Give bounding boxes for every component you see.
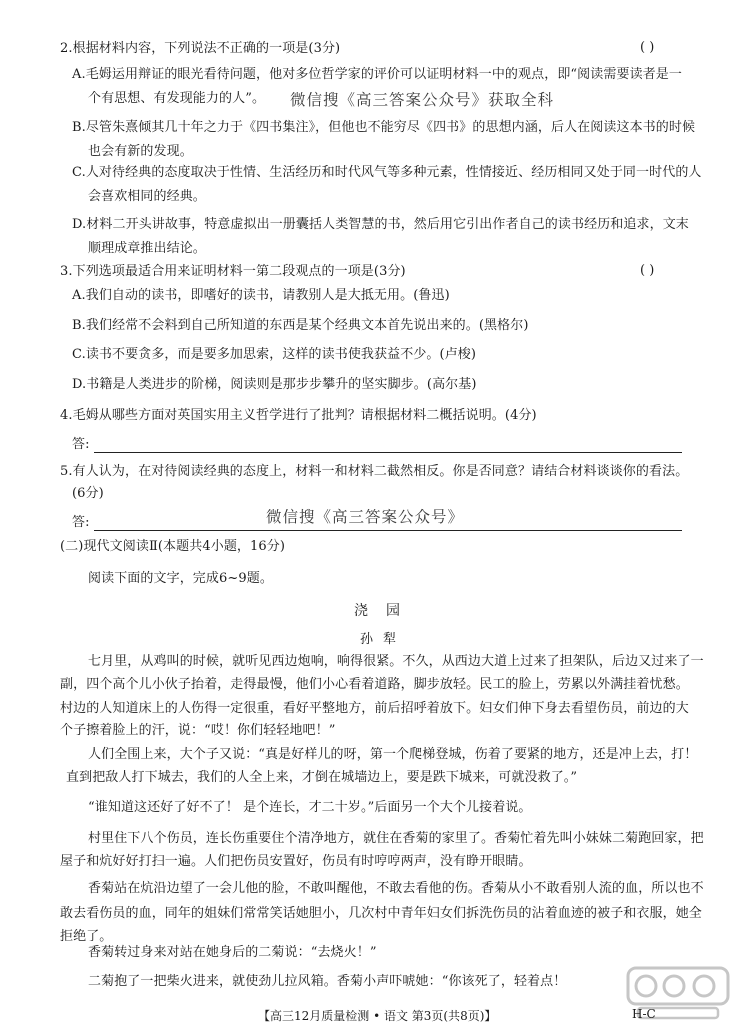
- q5-answer-label: 答:: [72, 515, 90, 530]
- passage-line: 人们全围上来，大个子又说：“真是好样儿的呀，第一个爬梯登城，伤着了要紧的地方，还是冲上去，打！: [88, 747, 698, 762]
- q4-answer-line[interactable]: [94, 452, 682, 453]
- passage-line: 村边的人知道床上的人伤得一定很重，看好平整地方，前后招呼着放下。妇女们伸下身去看望伤员，前边的大: [60, 701, 689, 716]
- passage-line: “谁知道这还好了好不了！ 是个连长，才二十岁。”后面另一个大个儿接着说。: [88, 800, 532, 815]
- q4-answer-label: 答:: [72, 437, 90, 452]
- passage-line: 拒绝了。: [60, 929, 113, 944]
- q3-option-b: B.我们经常不会料到自己所知道的东西是某个经典文本首先说出来的。(黑格尔): [72, 318, 529, 333]
- q2-option-c-line1: C.人对待经典的态度取决于性情、生活经历和时代风气等多种元素，性情接近、经历相同又处于同一时代的人: [72, 165, 702, 180]
- q2-answer-bracket: ( ): [640, 40, 655, 55]
- passage-line: 香菊站在炕沿边望了一会儿他的脸，不敢叫醒他，不敢去看他的伤。香菊从小不敢看别人流的血，所以也不: [88, 881, 704, 896]
- q2-option-c-line2: 会喜欢相同的经典。: [88, 189, 206, 204]
- q3-stem: 3.下列选项最适合用来证明材料一第二段观点的一项是(3分): [60, 264, 406, 279]
- q3-answer-bracket: ( ): [640, 263, 655, 278]
- q4-stem: 4.毛姆从哪些方面对英国实用主义哲学进行了批判？请根据材料二概括说明。(4分): [60, 408, 537, 423]
- section-heading: (二)现代文阅读Ⅱ(本题共4小题，16分): [60, 539, 286, 554]
- watermark-logo-icon: [624, 962, 734, 1024]
- passage-line: 副，四个高个儿小伙子抬着，走得最慢，他们小心看着道路，脚步放轻。民工的脸上，劳累以外满挂着忧愁。: [60, 677, 689, 692]
- q5-answer-line[interactable]: [94, 530, 682, 531]
- footer-code: H-C: [632, 1007, 656, 1021]
- q2-option-b-line2: 也会有新的发现。: [88, 144, 193, 159]
- q2-option-d-line2: 顺理成章推出结论。: [88, 241, 206, 256]
- passage-line: 敢去看伤员的血，同年的姐妹们常常笑话她胆小，几次村中青年妇女们拆洗伤员的沾着血迹的被子和衣服，她全: [60, 906, 702, 921]
- passage-line: 七月里，从鸡叫的时候，就听见西边炮响，响得很紧。不久，从西边大道上过来了担架队，后边又过来了一: [88, 654, 704, 669]
- passage-line: 村里住下八个伤员，连长伤重要住个清净地方，就住在香菊的家里了。香菊忙着先叫小妹妹二菊跑回家，把: [88, 831, 704, 846]
- watermark-text: 微信搜《高三答案公众号》获取全科: [290, 91, 555, 109]
- q2-option-b-line1: B.尽管朱熹倾其几十年之力于《四书集注》，但他也不能穷尽《四书》的思想内涵，后人在阅读这本书的时候: [72, 120, 696, 135]
- q2-stem: 2.根据材料内容，下列说法不正确的一项是(3分): [60, 41, 341, 56]
- q5-score: (6分): [72, 486, 104, 501]
- q2-option-a-line1: A.毛姆运用辩证的眼光看待问题，他对多位哲学家的评价可以证明材料一中的观点，即“阅读需要读者是一: [72, 67, 682, 82]
- passage-line: 屋子和炕好好打扫一遍。人们把伤员安置好，伤员有时哼哼两声，没有睁开眼睛。: [60, 854, 532, 869]
- q5-stem: 5.有人认为，在对待阅读经典的态度上，材料一和材料二截然相反。你是否同意？请结合材料谈谈你的看法。: [60, 464, 689, 479]
- passage-title: 浇园: [354, 603, 418, 619]
- passage-author: 孙犁: [360, 632, 407, 647]
- section-instruction: 阅读下面的文字，完成6~9题。: [88, 571, 273, 586]
- q3-option-a: A.我们自动的读书，即嗜好的读书，请教别人是大抵无用。(鲁迅): [72, 288, 450, 303]
- q3-option-d: D.书籍是人类进步的阶梯，阅读则是那步步攀升的坚实脚步。(高尔基): [72, 377, 477, 392]
- passage-line: 香菊转过身来对站在她身后的二菊说：“去烧火！”: [88, 945, 377, 960]
- passage-line: 直到把敌人打下城去，我们的人全上来，才倒在城墙边上，要是跌下城来，可就没救了。”: [66, 770, 578, 785]
- q3-option-c: C.读书不要贪多，而是要多加思索，这样的读书使我获益不少。(卢梭): [72, 347, 477, 362]
- watermark-text: 微信搜《高三答案公众号》: [266, 508, 465, 526]
- passage-line: 二菊抱了一把柴火进来，就使劲儿拉风箱。香菊小声吓唬她：“你该死了，轻着点！: [88, 974, 567, 989]
- q2-option-a-line2: 个有思想、有发现能力的人”。: [88, 91, 266, 106]
- q2-option-d-line1: D.材料二开头讲故事，特意虚拟出一册囊括人类智慧的书，然后用它引出作者自己的读书经历和追求，文末: [72, 217, 689, 232]
- passage-line: 个子擦着脸上的汗，说：“哎！你们轻轻地吧！”: [60, 723, 336, 738]
- page-footer: 【高三12月质量检测 • 语文 第3页(共8页)】: [258, 1009, 497, 1023]
